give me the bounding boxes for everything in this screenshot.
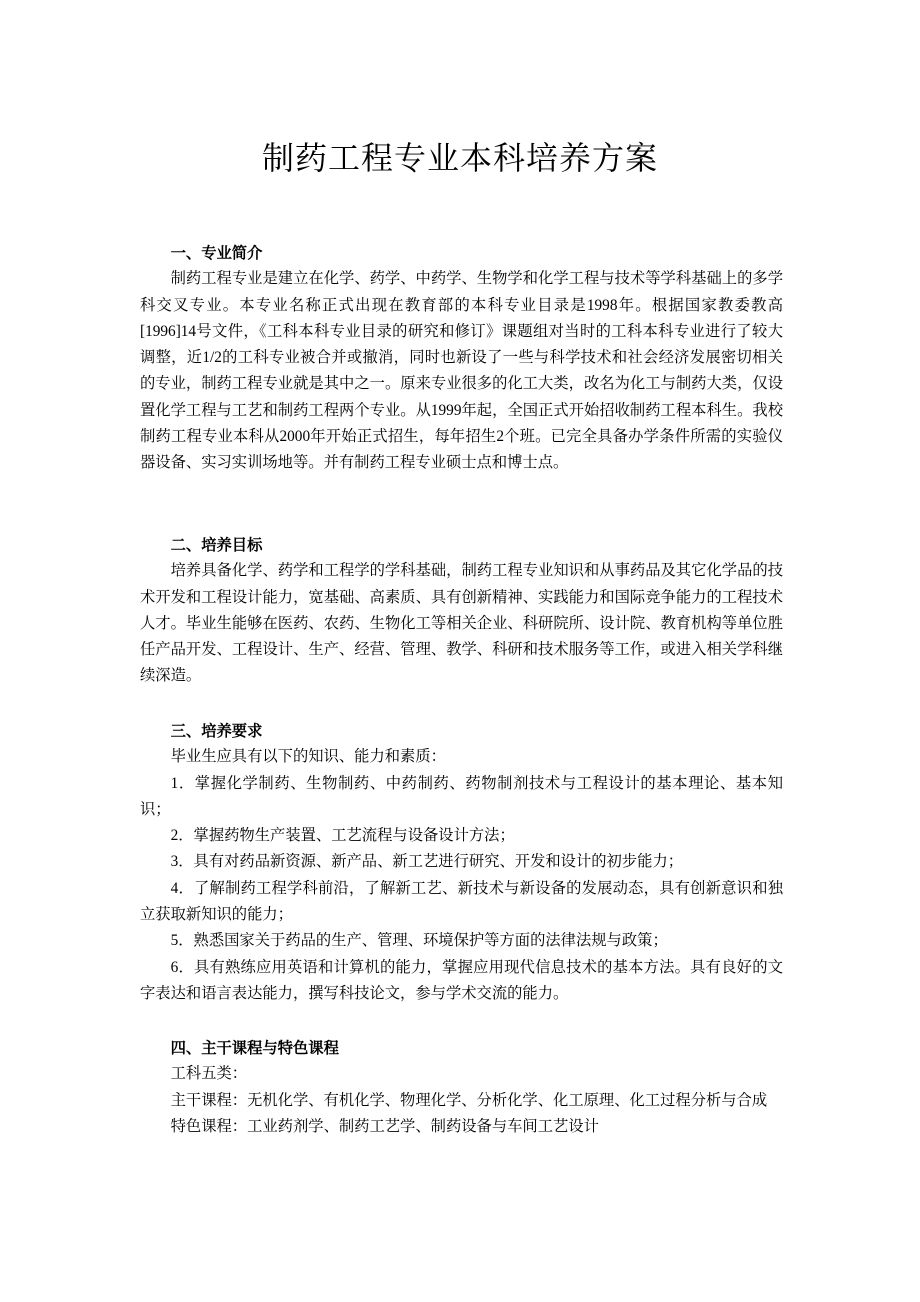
section-heading: 三、培养要求 [170, 722, 263, 740]
section-objectives [140, 532, 783, 690]
section-introduction [140, 240, 783, 477]
featured-courses: 特色课程：工业药剂学、制药工艺学、制药设备与车间工艺设计 [170, 1117, 599, 1135]
paragraph: 制药工程专业是建立在化学、药学、中药学、生物学和化学工程与技术等学科基础上的多学科交叉专业。本专业名称正式出现在教育部的本科专业目录是1998年。根据国家教委教高[1996]14号文件，《工科本科专业目录的研究和修订》课题组对当时的工科本科专业进行了较大调整，近1/2的工科专业被合并或撤消，同时也新设了一些与科学技术和社会经济发展密切相关的专业，制药工程专业就是其中之一。原来专业很多的化工大类，改名为化工与制药大类，仅设置化学工程与工艺和制药工程两个专业。从1999年起，全国正式开始招收制药工程本科生。我校制药工程专业本科从2000年开始正式招生，每年招生2个班。已完全具备办学条件所需的实验仪器设备、实习实训场地等。并有制药工程专业硕士点和博士点。 [140, 270, 783, 472]
core-courses: 主干课程：无机化学、有机化学、物理化学、分析化学、化工原理、化工过程分析与合成 [170, 1091, 768, 1109]
requirement-item: 2．掌握药物生产装置、工艺流程与设备设计方法； [170, 827, 515, 845]
section-courses [140, 1035, 783, 1140]
section-requirements [140, 718, 783, 1007]
section-heading: 四、主干课程与特色课程 [170, 1039, 339, 1057]
section-heading: 一、专业简介 [170, 244, 263, 262]
requirement-item: 5．熟悉国家关于药品的生产、管理、环境保护等方面的法律法规与政策； [170, 932, 668, 950]
section-heading: 二、培养目标 [170, 536, 263, 554]
requirement-item: 3．具有对药品新资源、新产品、新工艺进行研究、开发和设计的初步能力； [170, 853, 684, 871]
requirement-item: 6．具有熟练应用英语和计算机的能力，掌握应用现代信息技术的基本方法。具有良好的文字表达和语言表达能力，撰写科技论文，参与学术交流的能力。 [140, 958, 783, 1002]
paragraph: 毕业生应具有以下的知识、能力和素质： [170, 748, 446, 766]
paragraph: 工科五类： [170, 1065, 248, 1083]
document-title: 制药工程专业本科培养方案 [261, 139, 658, 178]
requirement-item: 4．了解制药工程学科前沿，了解新工艺、新技术与新设备的发展动态，具有创新意识和独立获取新知识的能力； [140, 879, 783, 924]
requirement-item: 1．掌握化学制药、生物制药、中药制药、药物制剂技术与工程设计的基本理论、基本知识； [140, 774, 783, 818]
paragraph: 培养具备化学、药学和工程学的学科基础，制药工程专业知识和从事药品及其它化学品的技术开发和工程设计能力，宽基础、高素质、具有创新精神、实践能力和国际竞争能力的工程技术人才。毕业生能够在医药、农药、生物化工等相关企业、科研院所、设计院、教育机构等单位胜任产品开发、工程设计、生产、经营、管理、教学、科研和技术服务等工作，或进入相关学科继续深造。 [140, 562, 783, 685]
